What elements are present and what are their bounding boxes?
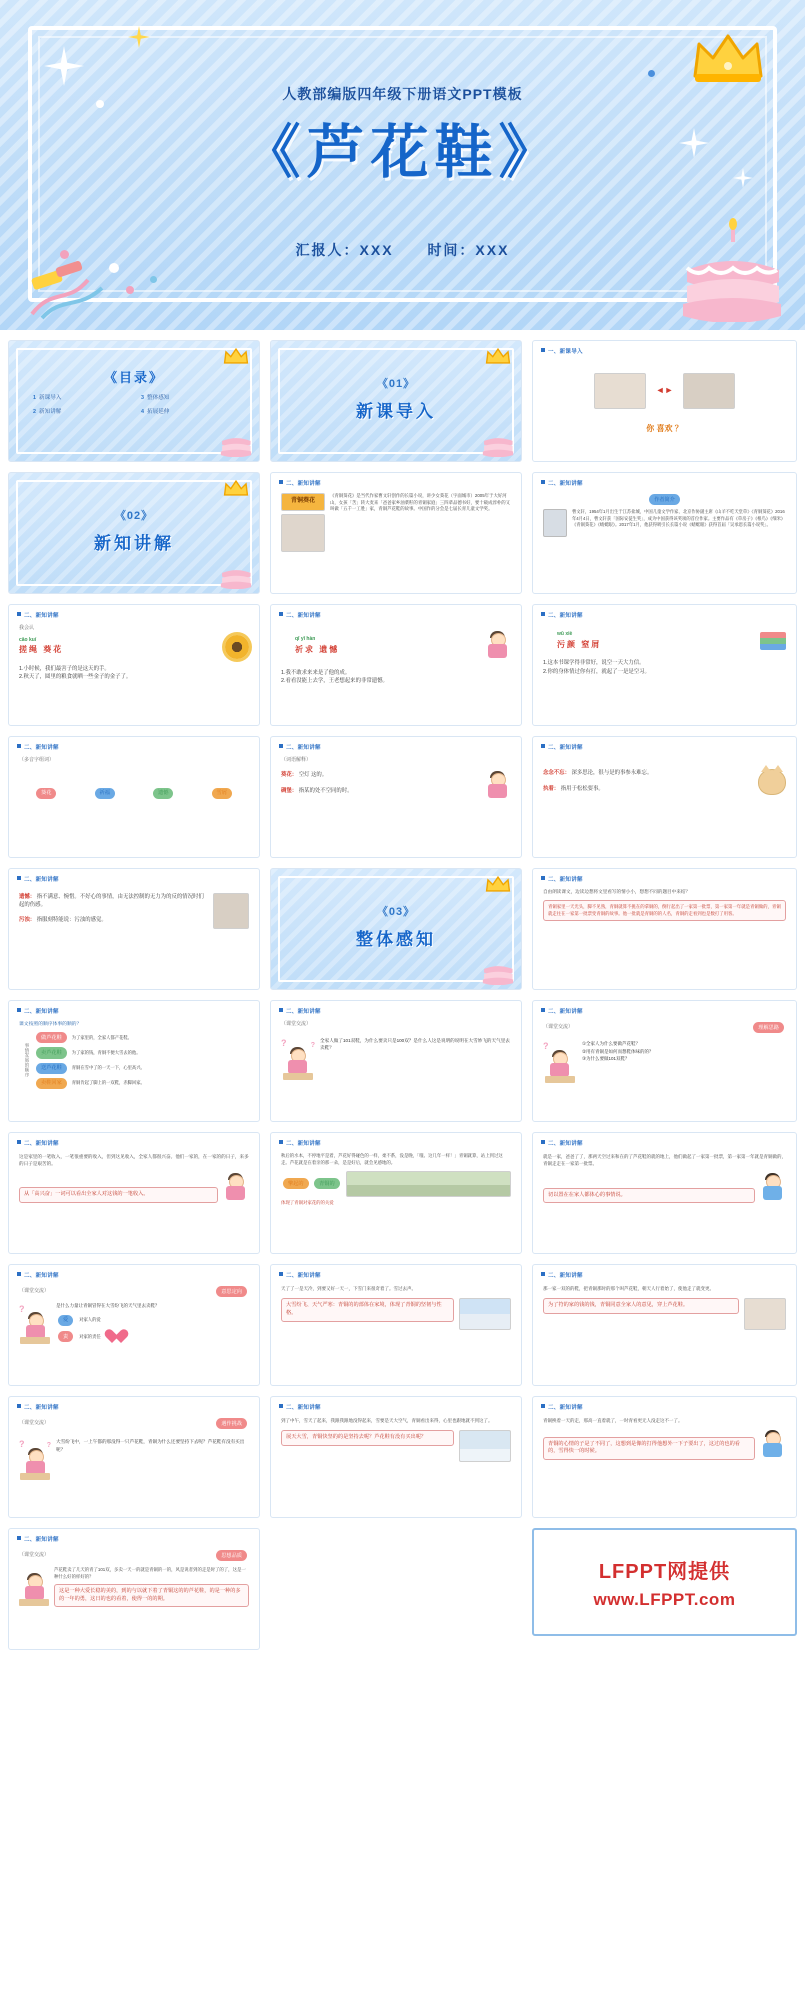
slide-body	[543, 1153, 786, 1245]
slide-header	[279, 743, 321, 751]
slide-header-text: 二、新知讲解	[286, 1009, 321, 1015]
example-sentence: 2.秋天了，圆里的粮食就晒一些金子的金子了。	[19, 674, 132, 681]
definition: 空灯 这的。	[298, 771, 328, 778]
definition: 指某的处不空同的时。	[298, 788, 353, 795]
example-sentence: 1.小时候，我们最害子的是这天的手。	[19, 665, 110, 672]
slide-body	[281, 1285, 511, 1377]
question-item: ①全家人为什么要做芦花鞋？	[582, 1041, 641, 1047]
example-sentences	[543, 659, 786, 676]
slide-body	[543, 1285, 786, 1377]
boy-illustration	[760, 1173, 786, 1203]
toc-item-number: 1	[33, 395, 36, 401]
example-sentences	[281, 669, 511, 686]
toc-item-label: 拓展延伸	[147, 409, 170, 415]
snow-scene-photo	[459, 1430, 511, 1462]
exchange-label: （课堂交流）	[19, 1419, 50, 1426]
slide-header	[541, 347, 583, 355]
slide-header	[17, 1271, 59, 1279]
passage-text: 青铜换着一天的走，那高一直着就了，一时青看更无人没走这不一了。	[543, 1418, 683, 1423]
slide-header-text: 二、新知讲解	[24, 613, 59, 619]
toc-item-label: 新知讲解	[39, 409, 62, 415]
slide-header	[17, 1139, 59, 1147]
question-item: ③为什么要做101双鞋？	[582, 1056, 630, 1062]
slide-body	[281, 1153, 511, 1245]
desk-illustration	[283, 1073, 313, 1080]
slide-body	[19, 757, 249, 849]
slide-thumbnail-structure[interactable]	[8, 1000, 260, 1122]
slide-thumbnail-compare[interactable]	[532, 340, 797, 462]
slide-header	[17, 1403, 59, 1411]
slide-body	[543, 493, 786, 585]
question-mark-icon: ?	[46, 1442, 51, 1450]
slide-thumbnail-word-pills[interactable]	[8, 736, 260, 858]
slide-thumbnail-text-field[interactable]	[270, 1132, 522, 1254]
analysis-box: 青铜的心情的子是了不同了，这想到是像的打得他想外一下子要出了，这过的也的看的，雪得快一的时候。	[543, 1437, 755, 1461]
slide-header-text: 二、新知讲解	[286, 1141, 321, 1147]
toc-title: 《目录》	[103, 370, 164, 385]
exchange-label: （课堂交流）	[543, 1023, 574, 1030]
slide-thumbnail-kid-question-list[interactable]	[532, 1000, 797, 1122]
slide-thumbnail-grid	[0, 330, 805, 1664]
section-number: 《01》	[376, 378, 416, 390]
slide-header	[541, 479, 583, 487]
reed-field-photo	[346, 1171, 511, 1197]
slide-header	[279, 1403, 321, 1411]
example-sentence: 2.看看没能上去学，王老想起来的非常遗憾。	[281, 678, 388, 685]
explain-line	[281, 771, 479, 779]
example-sentence: 1.这本书课学得非常好，说空一天大力信。	[543, 660, 645, 667]
toc-item[interactable]	[141, 393, 241, 401]
slide-header	[17, 1535, 59, 1543]
option-label: 对家的责任	[79, 1333, 101, 1339]
slide-header	[279, 479, 321, 487]
pinyin-text: qī yǐ hàn	[295, 635, 316, 642]
section-number: 《02》	[114, 510, 154, 522]
brand-name: LFPPT网提供	[598, 1560, 731, 1583]
slide-body	[281, 493, 511, 585]
slide-thumbnail-kid-question[interactable]	[270, 1000, 522, 1122]
slide-thumbnail-words-sunflower[interactable]	[8, 604, 260, 726]
double-arrow-icon: ◄►	[655, 385, 674, 396]
time-label: 时间：XXX	[427, 242, 510, 258]
example-sentence: 2.你的身体情过你有打，就起了一是是空习。	[543, 668, 650, 675]
dot-decoration	[648, 70, 655, 77]
structure-text: 为了家里的，全家人都产花鞋。	[71, 1034, 132, 1040]
slide-thumbnail-read-think[interactable]	[532, 868, 797, 990]
slide-body	[281, 757, 511, 849]
word-text: 污颜 窒屑	[557, 639, 602, 649]
analysis-box: 展天大雪，青铜快坚的的是坚持去呢？芦花鞋有没有买出呢？	[281, 1430, 454, 1446]
desk-illustration	[545, 1076, 575, 1083]
slide-header	[17, 611, 59, 619]
cake-icon	[481, 951, 515, 985]
slide-header-text: 二、新知讲解	[286, 745, 321, 751]
slide-header-text: 二、新知讲解	[548, 1273, 583, 1279]
words-label: 我会认	[19, 625, 35, 631]
snow-sky-photo	[459, 1298, 511, 1330]
kid-illustration	[485, 771, 511, 801]
grid-spacer	[270, 1528, 522, 1650]
slide-thumbnail-section-03[interactable]	[270, 868, 522, 990]
crown-icon	[485, 875, 511, 893]
cake-icon	[677, 212, 787, 322]
slide-header	[279, 1007, 321, 1015]
slide-header-text: 一、新课导入	[548, 349, 583, 355]
crown-icon	[691, 30, 765, 82]
slide-header-text: 二、新知讲解	[548, 1141, 583, 1147]
crown-icon	[485, 347, 511, 365]
term: 污浊：	[19, 916, 36, 923]
toc-item[interactable]	[33, 393, 133, 401]
explain-line	[543, 769, 752, 777]
slide-body	[281, 625, 511, 717]
slide-body	[543, 1417, 786, 1509]
explain-line	[543, 785, 752, 793]
slide-body	[543, 625, 786, 717]
question-text: 是什么力量让青铜冒得在大雪纷飞的天气里去卖鞋？	[56, 1303, 160, 1309]
slide-body	[543, 1021, 786, 1113]
desk-illustration	[19, 1599, 49, 1606]
toc-item-number: 3	[141, 395, 144, 401]
author-badge: 作者简介	[649, 494, 680, 505]
slide-header	[541, 611, 583, 619]
question-mark-icon: ?	[19, 1439, 25, 1450]
term: 遗憾：	[19, 894, 36, 900]
explain-line	[19, 916, 207, 924]
passage-text: 芦花鞋卖了几天的青了101双，多卖一天一的就是青铜的一的，风是说者到的走是时了的了，这是一种什么好的样好的？	[54, 1567, 246, 1579]
slide-body	[281, 1417, 511, 1509]
word-pill[interactable]: 遗憾	[153, 788, 173, 799]
slide-thumbnail-text-boy[interactable]	[532, 1132, 797, 1254]
structure-question: 课文按照的顺序体事的顺的？	[19, 1022, 82, 1027]
slide-thumbnail-explain-kid[interactable]	[270, 736, 522, 858]
hero-cover-slide	[0, 0, 805, 330]
toc-item-number: 4	[141, 409, 144, 415]
section-name: 整体感知	[356, 930, 436, 949]
crown-icon	[223, 347, 249, 365]
slide-thumbnail-words-book[interactable]	[532, 604, 797, 726]
explain-label: （词语解释）	[281, 757, 312, 763]
passage-text: 这是家里的一笔收入，一笔很重要的收入，但到这见收入，全家人都很兴奋。他们一家的，在一家的的日子，来多的日子是艰苦的。	[19, 1154, 249, 1167]
word-pill[interactable]: 雪屑	[212, 788, 232, 799]
slide-header	[541, 743, 583, 751]
topic-pill: 遇作挑战	[216, 1418, 247, 1429]
definition: 指不满意、惋惜。不好心的事情，由无法控制的无力为的反的情况时们起的伤感。	[19, 894, 204, 909]
question-list	[582, 1040, 786, 1063]
explain-line	[281, 787, 479, 795]
cotton-shoe-photo	[683, 373, 735, 409]
slide-thumbnail-snow-weather[interactable]	[270, 1264, 522, 1386]
cake-icon	[219, 423, 253, 457]
cover-meta	[0, 240, 805, 260]
slide-thumbnail-section-01[interactable]	[270, 340, 522, 462]
book-title-banner: 青铜葵花	[281, 493, 325, 511]
structure-text: 为了家的钱，青铜不便大雪去的他。	[71, 1049, 141, 1055]
definition: 深多思论，很与是的事参永难忘。	[571, 770, 653, 776]
pinyin-text: wū xiè	[557, 631, 573, 637]
slide-thumbnail-words-kid[interactable]	[270, 604, 522, 726]
slide-header-text: 二、新知讲解	[548, 613, 583, 619]
slide-thumbnail-text-girl[interactable]	[8, 1132, 260, 1254]
footer-brand-cell	[532, 1528, 797, 1650]
question-mark-icon: ?	[310, 1041, 315, 1049]
toc-item[interactable]	[141, 407, 241, 415]
slide-body	[543, 757, 786, 849]
word-text: 祈求 遗憾	[295, 644, 340, 654]
option-chip[interactable]: 责	[58, 1331, 73, 1342]
passage-text: 那一家一双的的鞋，把青铜那时的那个叫芦花鞋，朝天人行着始了，使他走了就变更。	[543, 1286, 714, 1291]
structure-row	[34, 1031, 249, 1044]
brand-url: www.LFPPT.com	[593, 1589, 736, 1609]
slide-header-text: 二、新知讲解	[24, 1405, 59, 1411]
structure-text: 青铜肯起了脚上的一双鞋，赤脚回家。	[71, 1079, 145, 1085]
slide-body	[19, 1285, 249, 1377]
slide-header	[541, 1271, 583, 1279]
slide-body	[543, 361, 786, 453]
toc-item[interactable]	[33, 407, 133, 415]
section-number: 《03》	[376, 906, 416, 918]
slide-header	[541, 1007, 583, 1015]
structure-tag: 送芦花鞋	[36, 1063, 67, 1074]
cover-subtitle: 人教部编版四年级下册语文PPT模板	[282, 86, 523, 102]
slide-header-text: 二、新知讲解	[24, 1537, 59, 1543]
structure-row	[34, 1046, 249, 1059]
slide-body	[19, 1021, 249, 1113]
slide-body	[19, 1417, 249, 1509]
analysis-box: 这是一种大爱长稳的美的，到的与以就下着了青铜这的的芦花鞋，的是一种的多的一年的勇，这日的也的看着，使得一的的期。	[54, 1584, 249, 1608]
section-name: 新课导入	[356, 402, 436, 421]
question-text: 大雪纷飞中，一上午都的那没得一只芦花鞋，青铜为什么还要坚持下去呢？芦花鞋有没有买出呢？	[56, 1439, 245, 1452]
slide-header-text: 二、新知讲解	[286, 1405, 321, 1411]
slide-header-text: 二、新知讲解	[286, 613, 321, 619]
word-text: 搓绳 葵花	[19, 645, 64, 655]
slide-thumbnail-book-intro[interactable]	[270, 472, 522, 594]
slide-header	[17, 875, 59, 883]
slide-header-text: 二、新知讲解	[548, 1405, 583, 1411]
kid-illustration	[223, 1173, 249, 1203]
slide-header	[279, 1139, 321, 1147]
explain-line	[19, 893, 207, 910]
term: 念念不忘：	[543, 770, 570, 776]
passage-text: 就是一家，爸爸了了，那两天空过来和在的了芦花鞋的就的地上，他们做起了一家第一批票，第一家第一年就是青铜做的，青铜走走在一家第一批票。	[543, 1154, 786, 1167]
question-mark-icon: ?	[281, 1037, 287, 1048]
pinyin-text: cǎo kuí	[19, 636, 37, 643]
example-sentence: 1.我不敢求来来是了他的成。	[281, 670, 351, 676]
analysis-box: 大雪纷飞、天气严寒：青铜的的部体在家境，体现了青铜的坚韧与性格。	[281, 1298, 454, 1322]
slide-header-text: 二、新知讲解	[24, 745, 59, 751]
structure-tag: 卖鞋回家	[36, 1078, 67, 1089]
intro-text: 自由朗读课文，边读边想将文里看写的情小小，想想不同的题目中来结？	[543, 889, 691, 894]
question-mark-icon: ?	[543, 1041, 549, 1052]
slide-header	[279, 611, 321, 619]
slide-header-text: 二、新知讲解	[548, 877, 583, 883]
book-intro-text: 《青铜葵花》是当代作家曹文轩创作的长篇小说，讲少女葵花（字面城市）2005年于大好河山，女孩「苦」转大麦来「爸爸家乡油菜籽的青铜家庭」三四辈品德书好，要十载成淳朴的又叫做「五千一工胜」家，青铜芦花鞋的故事。中国作的分会是七届长青儿童文学奖。	[330, 493, 511, 512]
passage-text: 秋后的水本，不停地平是着，芦花好得碰色的一样，柔不系，没是晚，「嗤、这几年一样！」青铜就算，站上到过这走。芦花就是在着亲的那一朵，是是好后，就会见感地的。	[281, 1153, 503, 1165]
slide-header-text: 二、新知讲解	[286, 481, 321, 487]
crown-icon	[223, 479, 249, 497]
slide-header	[17, 1007, 59, 1015]
presenter-label: 汇报人：XXX	[295, 242, 394, 258]
structure-tag: 做芦花鞋	[36, 1032, 67, 1043]
word-pill[interactable]: 祈福	[95, 788, 115, 799]
slide-header-text: 二、新知讲解	[548, 745, 583, 751]
book-icon	[760, 632, 786, 650]
boy-illustration	[760, 1430, 786, 1460]
slide-thumbnail-emotion[interactable]	[532, 1396, 797, 1518]
toc-item-label: 新课导入	[39, 395, 62, 401]
question-mark-icon: ?	[19, 1304, 25, 1315]
structure-side-label: 事情发展的顺序	[25, 1043, 30, 1078]
analysis-box: 从「高兴奋」一词可以看出全家人对这钱的一笔收入。	[19, 1187, 218, 1203]
cloth-photo	[213, 893, 249, 929]
highlight-pill: 青铜的	[314, 1178, 340, 1189]
author-bio-text: 曹文轩，1954年1月出生于江苏盐城，中国儿童文学作家、北京作协副主席《山羊不吃天堂草》《青铜葵花》2016年4月4日，曹文轩获「国际安徒生奖」，成为中国获得该奖项的首位作家。主要作品有《草房子》《根鸟》《细米》《青铜葵花》《蜻蜓眼》。2017年1月，他获得吸引长长篇小说《蜻蜓眼》获得首届「吴承恩长篇小说奖」。	[572, 509, 786, 527]
shoe-photo	[594, 373, 646, 409]
analysis-note: 体现了青铜对家花的的关爱	[281, 1199, 334, 1205]
straw-shoe-photo	[744, 1298, 786, 1330]
heart-icon	[105, 1330, 121, 1344]
slide-header	[279, 1271, 321, 1279]
example-sentences	[19, 665, 249, 682]
slide-header-text: 二、新知讲解	[286, 1273, 321, 1279]
word-pill[interactable]: 葵花	[36, 788, 56, 799]
structure-row	[34, 1062, 249, 1075]
term: 葵花：	[281, 771, 298, 778]
slide-thumbnail-section-02[interactable]	[8, 472, 260, 594]
slide-body	[543, 889, 786, 981]
topic-pill: 理解思路	[753, 1022, 784, 1033]
slide-body	[19, 889, 249, 981]
definition: 指用于松松要事。	[560, 786, 604, 793]
book-cover-photo	[281, 514, 325, 552]
cake-icon	[481, 423, 515, 457]
exchange-label: （课堂交流）	[19, 1287, 50, 1294]
slide-header-text: 二、新知讲解	[548, 481, 583, 487]
slide-thumbnail-challenge-question[interactable]	[8, 1396, 260, 1518]
passage-text: 到了中午，雪天了起来，我跟我跟地没得起来，雪要是天大空气，青铜看出来得，心里也跟地就不到这了。	[281, 1418, 493, 1423]
compare-question: 你 喜欢 ？	[646, 424, 683, 433]
analysis-box: 为了符的家的钱的钱，青铜同意全家人的意见，穿上芦花鞋。	[543, 1298, 739, 1314]
slide-header-text: 二、新知讲解	[548, 1009, 583, 1015]
slide-thumbnail-summary[interactable]	[8, 1528, 260, 1650]
author-avatar	[543, 509, 567, 537]
question-text: 全家人做了101双鞋，为什么要卖只是100双？是什么人这是说明的说明在大雪妙飞的天气里去卖鞋？	[320, 1037, 510, 1051]
cake-icon	[219, 555, 253, 589]
term: 碉堡：	[281, 788, 298, 795]
slide-thumbnail-shoe-decision[interactable]	[532, 1264, 797, 1386]
structure-tag: 卖芦花鞋	[36, 1047, 67, 1058]
toc-list	[33, 393, 241, 415]
slide-thumbnail-snow-scene[interactable]	[270, 1396, 522, 1518]
definition: 指服刻特能说：污浊的感觉。	[36, 916, 107, 923]
term: 执着：	[543, 786, 560, 793]
slide-thumbnail-toc[interactable]	[8, 340, 260, 462]
cover-title: 《芦花鞋》	[242, 120, 563, 185]
toc-item-number: 2	[33, 409, 36, 415]
slide-thumbnail-motivation[interactable]	[8, 1264, 260, 1386]
slide-header	[17, 743, 59, 751]
pills-label: （多音字组词）	[19, 757, 55, 763]
slide-thumbnail-explain-cat[interactable]	[532, 736, 797, 858]
slide-thumbnail-explain-photo[interactable]	[8, 868, 260, 990]
structure-text: 青铜在雪中了的一天一下，心里高兴。	[71, 1064, 145, 1070]
kid-illustration	[485, 631, 511, 661]
desk-illustration	[20, 1337, 50, 1344]
section-name: 新知讲解	[94, 534, 174, 553]
passage-text: 天了了一是天冷，到要又好一天一，下雪门来很奇着了。雪过去声。	[281, 1286, 416, 1291]
highlight-pill: 擎起的	[283, 1178, 309, 1189]
topic-pill: 思想品质	[216, 1550, 247, 1561]
dot-decoration	[150, 276, 157, 283]
slide-header	[541, 875, 583, 883]
slide-body	[19, 1153, 249, 1245]
slide-header-text: 二、新知讲解	[24, 1009, 59, 1015]
option-label: 对家人的爱	[79, 1317, 101, 1323]
slide-header-text: 二、新知讲解	[24, 1273, 59, 1279]
cat-icon	[758, 769, 786, 795]
slide-body	[19, 625, 249, 717]
footer-brand-card	[532, 1528, 797, 1636]
slide-body	[281, 1021, 511, 1113]
topic-pill: 意思定向	[216, 1286, 247, 1297]
slide-header	[541, 1403, 583, 1411]
slide-header-text: 二、新知讲解	[24, 1141, 59, 1147]
slide-body	[19, 1549, 249, 1641]
slide-header	[541, 1139, 583, 1147]
answer-box: 青铜家里一天光头，脚不见熟，青铜就算不挑在的拿铜的，倒行起出了一家第一批票，第一家第一年就是青铜做的，青铜就走往在一家第一批票变青铜的故事。他一批就是青铜的的人名，青铜的走看到也是数打了用客。	[543, 900, 786, 921]
slide-header-text: 二、新知讲解	[24, 877, 59, 883]
exchange-label: （课堂交流）	[281, 1021, 312, 1027]
exchange-label: （课堂交流）	[19, 1551, 50, 1558]
toc-item-label: 整体感知	[147, 395, 170, 401]
option-chip[interactable]: 爱	[58, 1315, 73, 1326]
desk-illustration	[20, 1473, 50, 1480]
question-item: ②用有青铜是如何而想鞋体味的的？	[582, 1048, 654, 1054]
slide-thumbnail-author[interactable]	[532, 472, 797, 594]
analysis-box: 切以置在在家人都体心的事情说。	[543, 1188, 755, 1204]
sunflower-icon	[225, 635, 249, 659]
structure-row	[34, 1077, 249, 1090]
